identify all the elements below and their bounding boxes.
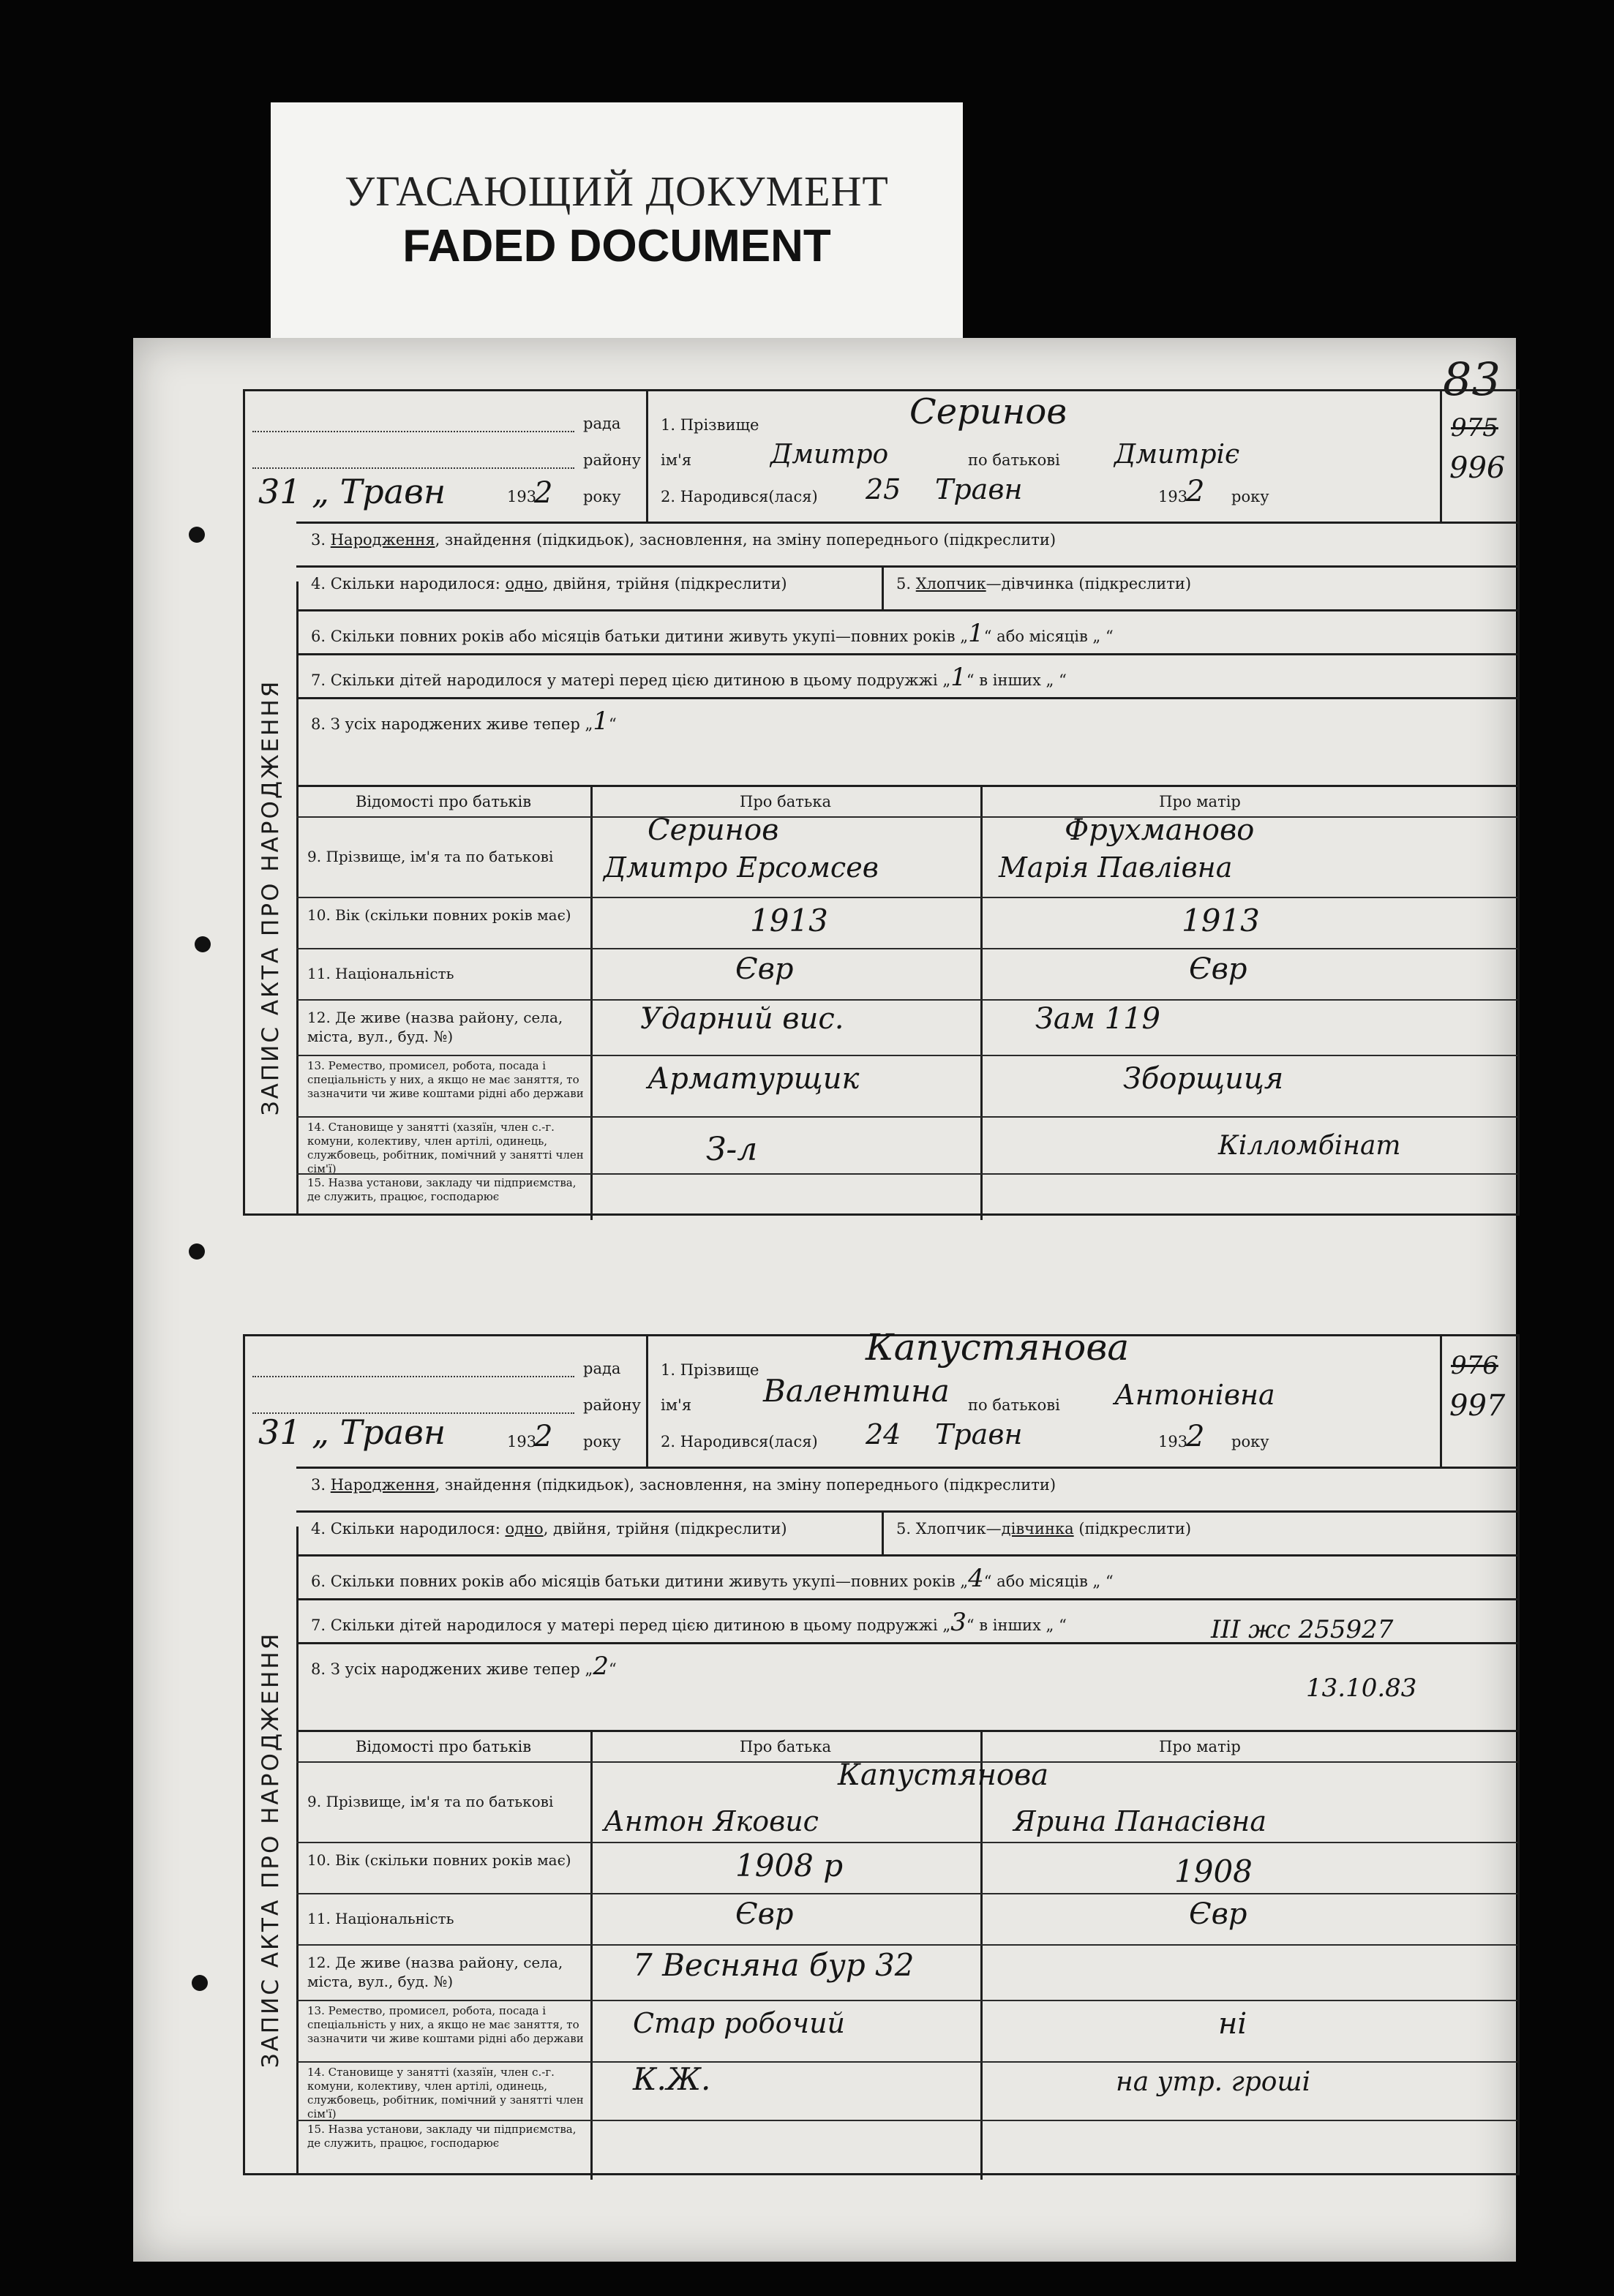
q4-rest-2: , двійня, трійня (підкреслити): [543, 1520, 787, 1537]
child-block: [646, 391, 1326, 522]
q4-text-2: [311, 1520, 787, 1537]
q6-months-label-2: “ або місяців „: [983, 1573, 1101, 1590]
mother-addr: Зам 119: [1035, 1002, 1160, 1036]
child-surname-2: Капустянова: [866, 1326, 1130, 1369]
birth-day: 25: [866, 473, 901, 505]
q8-count-2: 2: [593, 1652, 609, 1681]
q6-months-label: “ або місяців „: [983, 628, 1101, 645]
q5-dash: —: [986, 575, 1002, 592]
q7-count: 1: [950, 663, 966, 692]
father-nat: Євр: [735, 952, 794, 986]
q5-num: 5.: [896, 575, 912, 592]
q4-row-2: [296, 1510, 1517, 1557]
q6-years-2: 4: [968, 1564, 984, 1593]
q7-other-label-2: “ в інших „: [966, 1616, 1054, 1634]
father-name-2-2: Антон Яковиc: [604, 1805, 819, 1837]
q5-girl-2: дівчинка: [1001, 1520, 1074, 1537]
r10-label-2: 10. Вік (скільки повних років має): [307, 1851, 571, 1869]
col-father-2: Про батька: [740, 1738, 831, 1755]
col-mother-2: Про матір: [1159, 1738, 1241, 1755]
reg-year-prefix-2: 193: [507, 1433, 537, 1450]
q6-text-2: [311, 1564, 1114, 1593]
child-block-2: [646, 1326, 1326, 1467]
q8-row-2: [296, 1642, 1517, 1703]
reg-year-prefix: 193: [507, 488, 537, 505]
mother-nat-2: Євр: [1189, 1897, 1247, 1931]
q5-dash-2: —: [986, 1520, 1002, 1537]
father-org: З-л: [706, 1131, 758, 1168]
record-2-header: [245, 1326, 1517, 1467]
q7-text: [311, 663, 1067, 692]
col-father: Про батька: [740, 793, 831, 810]
mother-job: Зборщиця: [1123, 1062, 1284, 1096]
q3-underlined: Народження: [330, 531, 435, 549]
q6-years: 1: [968, 619, 984, 648]
punch-hole-3: [189, 1243, 205, 1260]
q4-label-2: 4. Скільки народилося:: [311, 1520, 500, 1537]
q7-count-2: 3: [950, 1608, 966, 1637]
q4-underlined-2: одно: [505, 1520, 544, 1537]
document-page: [133, 338, 1516, 2262]
registration-block: [245, 391, 648, 522]
q8-label-2: 8. З усіх народжених живе тепер „: [311, 1660, 593, 1678]
father-age: 1913: [750, 903, 828, 938]
record-number: [1440, 391, 1517, 522]
mother-name-2: Марія Павлівна: [999, 851, 1233, 884]
label-en: FADED DOCUMENT: [402, 221, 831, 271]
r11-label-2: 11. Національність: [307, 1910, 454, 1927]
rada-label-2: рада: [583, 1360, 621, 1377]
q4-underlined: одно: [505, 575, 544, 592]
q5-girl: дівчинка: [1001, 575, 1074, 592]
registration-block-2: [245, 1336, 648, 1467]
q8-count: 1: [593, 707, 609, 736]
r15-label: 15. Назва установи, закладу чи підприємства, де служить, працює, господарює: [307, 1176, 577, 1203]
mother-org: Кілломбінат: [1218, 1131, 1401, 1161]
born-label: 2. Народився(лася): [661, 488, 818, 505]
record-number-2: [1440, 1336, 1517, 1467]
q7-label: 7. Скільки дітей народилося у матері перед цією дитиною в цьому подружжі „: [311, 671, 951, 689]
q7-text-2: [311, 1608, 1067, 1637]
punch-hole-2: [195, 936, 211, 952]
father-job-2: Стар робочий: [633, 2007, 846, 2039]
q3-row: [296, 522, 1517, 568]
q7-row: [296, 653, 1517, 699]
father-nat-2: Євр: [735, 1897, 794, 1931]
q7-label-2: 7. Скільки дітей народилося у матері перед цією дитиною в цьому подружжі „: [311, 1616, 951, 1634]
rada-label: рада: [583, 415, 621, 432]
label-ru: УГАСАЮЩИЙ ДОКУМЕНТ: [345, 168, 889, 215]
q8-close-2: “: [608, 1660, 617, 1678]
q3-row-2: [296, 1467, 1517, 1513]
q3-underlined-2: Народження: [330, 1476, 435, 1494]
birth-year-prefix-2: 193: [1158, 1433, 1188, 1450]
reg-year: 2: [534, 476, 553, 510]
reg-year-2: 2: [534, 1420, 553, 1453]
r15-label-2: 15. Назва установи, закладу чи підприємства, де служить, працює, господарює: [307, 2123, 577, 2150]
q4-text: [311, 575, 787, 592]
q7-close: “: [1059, 671, 1067, 689]
patronymic-label: по батькові: [968, 451, 1060, 469]
mother-org-2: на утр. гроші: [1116, 2067, 1311, 2097]
q6-label: 6. Скільки повних років або місяців батьки дитини живуть укупі—повних років „: [311, 628, 969, 645]
record-number-old-2: 976: [1451, 1351, 1498, 1380]
birth-year: 2: [1186, 475, 1205, 508]
faded-document-label: [271, 102, 963, 344]
mother-name-2-2: Ярина Панасівна: [1013, 1805, 1266, 1837]
father-name-1-2: Капустянова: [838, 1758, 1049, 1792]
father-age-2: 1908 р: [735, 1848, 844, 1883]
extra-note: ІІІ жс 255927: [1211, 1615, 1394, 1644]
father-name-2: Дмитро Ерсомсев: [604, 851, 879, 884]
roku-label: року: [583, 488, 621, 505]
q5-note-2: (підкреслити): [1078, 1520, 1192, 1537]
name-label-2: ім'я: [661, 1396, 692, 1414]
birth-month-2: Травн: [935, 1418, 1023, 1450]
rayonu-label-2: району: [583, 1396, 641, 1414]
child-name-2: Валентина: [763, 1373, 950, 1409]
r14-label-2: 14. Становище у занятті (хазяїн, член с.-г. комуни, колективу, член артілі, одинець, службовець, робітник, помічний у занятті член сім'ї): [307, 2066, 584, 2120]
father-name-1: Серинов: [648, 813, 779, 847]
q3-rest: , знайдення (підкидьок), засновлення, на зміну попереднього (підкреслити): [435, 531, 1056, 549]
reg-date: 31 „ Травн: [258, 472, 446, 511]
corner-page-number: 83: [1443, 353, 1501, 406]
roku-label-4: року: [1231, 1433, 1269, 1450]
q7-other-label: “ в інших „: [966, 671, 1054, 689]
q8-close: “: [608, 715, 617, 733]
child-patronymic: Дмитріє: [1114, 440, 1240, 470]
q3-num: 3.: [311, 531, 326, 549]
mother-nat: Євр: [1189, 952, 1247, 986]
child-name: Дмитро: [770, 440, 889, 470]
r10-label: 10. Вік (скільки повних років має): [307, 906, 571, 924]
mother-age-2: 1908: [1174, 1853, 1253, 1889]
surname-label-2: 1. Прізвище: [661, 1361, 759, 1379]
record-number-old: 975: [1451, 413, 1498, 443]
mother-job-2: ні: [1218, 2007, 1247, 2041]
col-info: Відомості про батьків: [355, 793, 532, 810]
mother-name-1: Фрухманово: [1065, 813, 1255, 847]
parents-table: [296, 785, 1517, 1220]
birth-day-2: 24: [866, 1418, 901, 1450]
record-number-new: 996: [1449, 451, 1506, 485]
q7-close-2: “: [1059, 1616, 1067, 1634]
r11-label: 11. Національність: [307, 965, 454, 982]
q7-row-2: [296, 1598, 1517, 1644]
rayonu-label: району: [583, 451, 641, 469]
father-addr-2: 7 Весняна бур 32: [633, 1947, 915, 1983]
q8-text: [311, 707, 617, 736]
q4-rest: , двійня, трійня (підкреслити): [543, 575, 787, 592]
record-1-header: [245, 391, 1517, 522]
q6-row-2: [296, 1554, 1517, 1600]
birth-month: Травн: [935, 473, 1023, 505]
birth-year-2: 2: [1186, 1420, 1205, 1453]
birth-record-2: [243, 1326, 1520, 2175]
side-title-text: ЗАПИС АКТА ПРО НАРОДЖЕННЯ: [258, 679, 284, 1116]
q5-text: [896, 575, 1191, 592]
q3-num-2: 3.: [311, 1476, 326, 1494]
q3-text-2: [311, 1476, 1056, 1494]
q8-label: 8. З усіх народжених живе тепер „: [311, 715, 593, 733]
extra-date: 13.10.83: [1306, 1674, 1417, 1703]
r9-label-2: 9. Прізвище, ім'я та по батькові: [307, 1793, 554, 1810]
q5-text-2: [896, 1520, 1191, 1537]
side-title-2: [245, 1527, 299, 2173]
name-label: ім'я: [661, 451, 692, 469]
q6-label-2: 6. Скільки повних років або місяців батьки дитини живуть укупі—повних років „: [311, 1573, 969, 1590]
q6-close-2: “: [1106, 1573, 1114, 1590]
q5-note: (підкреслити): [1078, 575, 1192, 592]
patronymic-label-2: по батькові: [968, 1396, 1060, 1414]
r12-label-2: 12. Де живе (назва району, села, міста, вул., буд. №): [307, 1954, 563, 1990]
side-title: [245, 581, 299, 1213]
punch-hole-1: [189, 527, 205, 543]
q6-close: “: [1106, 628, 1114, 645]
r9-label: 9. Прізвище, ім'я та по батькові: [307, 848, 554, 865]
record-number-new-2: 997: [1449, 1389, 1506, 1423]
father-job: Арматурщик: [648, 1062, 860, 1096]
r13-label-2: 13. Ремество, промисел, робота, посада і спеціальність у них, а якщо не має заняття, то зазначити чи живе коштами рідні або держави: [307, 2004, 584, 2045]
reg-date-2: 31 „ Травн: [258, 1412, 446, 1452]
q3-text: [311, 531, 1056, 549]
roku-label-3: року: [583, 1433, 621, 1450]
q6-text: [311, 619, 1114, 648]
side-title-text-2: ЗАПИС АКТА ПРО НАРОДЖЕННЯ: [258, 1631, 284, 2069]
parents-table-2: [296, 1730, 1517, 2180]
col-mother: Про матір: [1159, 793, 1241, 810]
punch-hole-4: [192, 1975, 208, 1991]
col-info-2: Відомості про батьків: [355, 1738, 532, 1755]
q4-row: [296, 565, 1517, 611]
r14-label: 14. Становище у занятті (хазяїн, член с.-г. комуни, колективу, член артілі, одинець, службовець, робітник, помічний у занятті член сім'ї): [307, 1121, 584, 1175]
q5-num-2: 5.: [896, 1520, 912, 1537]
roku-label-2: року: [1231, 488, 1269, 505]
q3-rest-2: , знайдення (підкидьок), засновлення, на зміну попереднього (підкреслити): [435, 1476, 1056, 1494]
father-addr: Ударний вис.: [640, 1002, 844, 1036]
q5-boy: Хлопчик: [915, 575, 986, 592]
child-patronymic-2: Антонівна: [1114, 1379, 1275, 1411]
mother-age: 1913: [1182, 903, 1260, 938]
birth-year-prefix: 193: [1158, 488, 1188, 505]
child-surname: Серинов: [909, 391, 1067, 432]
q8-text-2: [311, 1652, 617, 1681]
q5-boy-2: Хлопчик: [915, 1520, 986, 1537]
r13-label: 13. Ремество, промисел, робота, посада і спеціальність у них, а якщо не має заняття, то зазначити чи живе коштами рідні або держави: [307, 1059, 584, 1100]
q4-label: 4. Скільки народилося:: [311, 575, 500, 592]
born-label-2: 2. Народився(лася): [661, 1433, 818, 1450]
q8-row: [296, 697, 1517, 743]
birth-record-1: [243, 389, 1520, 1216]
r12-label: 12. Де живе (назва району, села, міста, вул., буд. №): [307, 1009, 563, 1045]
surname-label: 1. Прізвище: [661, 416, 759, 434]
q6-row: [296, 609, 1517, 655]
father-org-2: К.Ж.: [633, 2061, 711, 2097]
